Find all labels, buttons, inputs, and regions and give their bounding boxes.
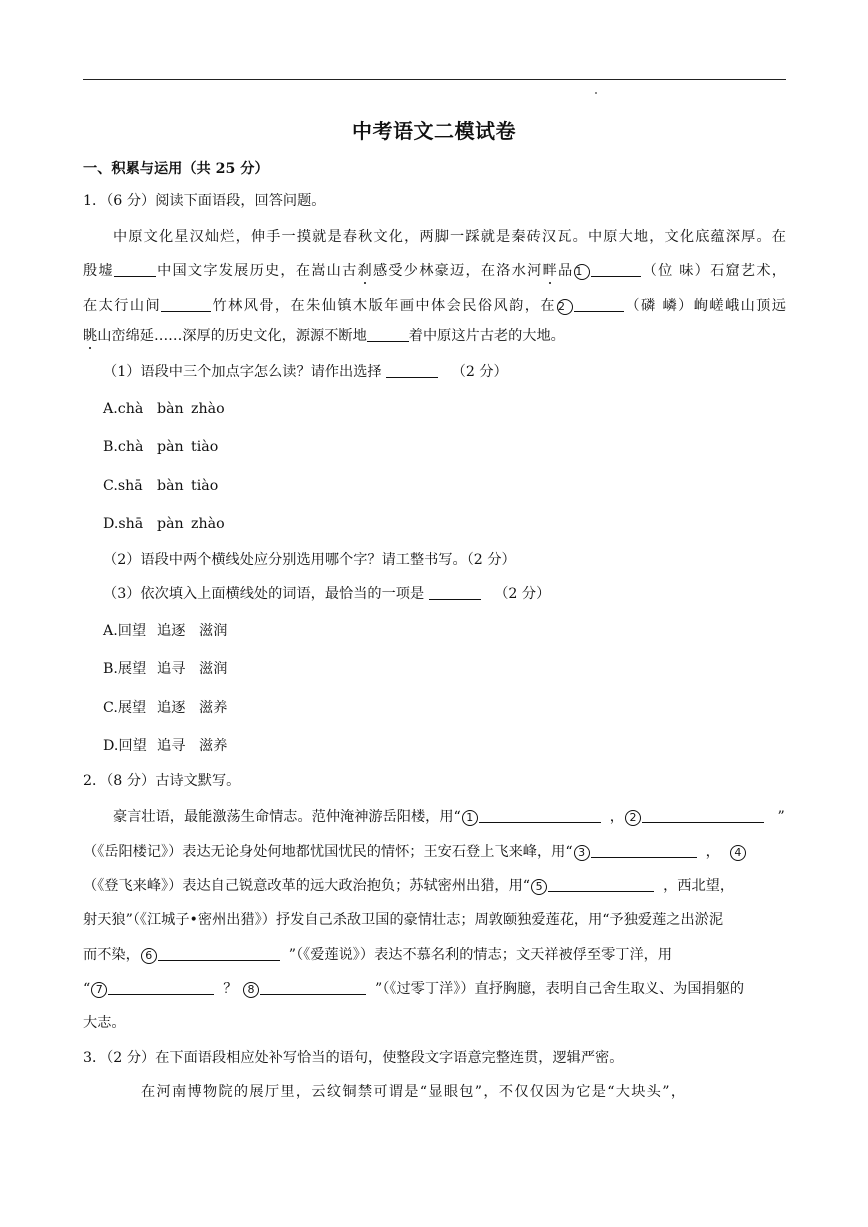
text: 竹林风骨，在朱仙镇木版年画中体会民俗风韵，在 [211,298,556,314]
q1-passage-line1 [83,228,786,246]
text: （3）依次填入上面横线处的词语，最恰当的一项是 [103,586,425,602]
text: （《岳阳楼记》）表达无论身处何地都忧国忧民的情怀；王安石登上飞来峰，用“ [83,844,573,860]
option-text: zhào [191,516,225,532]
q2-line4: 射天狼”（《江城子•密州出猎》）抒发自己杀敌卫国的豪情壮志；周敦颐独爱莲花，用“予独爱莲之出淤泥 [83,912,724,928]
q2-line1 [113,808,785,826]
option-text: 追逐 [157,700,186,716]
option-text: tiào [191,439,219,455]
q1-stem: 1．（6 分）阅读下面语段，回答问题。 [83,193,326,209]
text: 品 [558,263,574,279]
option-text: 滋润 [199,661,228,677]
option-text: 追寻 [157,661,186,677]
score: （2 分） [494,586,551,602]
text: ”（《爱莲说》）表达不慕名利的情志；文天祥被俘至零丁洋，用 [288,947,673,963]
dotted-char: 畔 [542,263,558,279]
text: 豪言壮语，最能激荡生命情志。范仲淹神游岳阳楼，用“ [113,809,461,825]
q2-stem: 2．（8 分）古诗文默写。 [83,773,241,789]
text: 山峦绵延……深厚的历史文化，源源不断地 [97,328,367,344]
text: ， [705,844,720,860]
q1-sub3 [103,585,550,603]
poem-blank[interactable] [158,946,280,961]
q1-sub3-option-c[interactable] [103,699,227,717]
text: （《登飞来峰》）表达自己锐意改革的远大政治抱负；苏轼密州出猎，用“ [83,878,531,894]
text: 中国文字发展历史，在嵩山古 [155,263,358,279]
circled-number: 5 [531,879,547,895]
q2-line6 [83,980,744,998]
option-key: C.展望 [103,700,147,716]
q1-sub1 [103,363,508,381]
fill-blank[interactable] [367,327,409,342]
option-text: 追寻 [157,738,186,754]
text: 着中原这片古老的大地。 [408,328,565,344]
q1-sub3-option-d[interactable] [103,737,227,755]
circled-number: 6 [141,948,157,964]
text: 在太行山间 [83,298,162,314]
q1-sub3-option-b[interactable] [103,660,227,678]
q2-line3 [83,877,734,895]
score: （2 分） [451,364,508,380]
fill-blank[interactable] [161,297,211,312]
text: ”（《过零丁洋》）直抒胸臆，表明自己舍生取义、为国捐躯的 [375,981,745,997]
header-dot [595,92,597,94]
poem-blank[interactable] [642,808,764,823]
circled-number: 2 [557,299,573,315]
option-text: tiào [191,478,219,494]
poem-blank[interactable] [260,980,366,995]
circled-number: 3 [574,845,590,861]
circled-number: 1 [462,810,478,826]
text: 殷墟 [83,263,114,279]
answer-blank[interactable] [386,363,438,378]
text: “ [83,981,91,997]
option-text: 滋养 [199,738,228,754]
circled-number: 4 [730,845,746,861]
header-rule [83,79,786,80]
option-key: A.chà [103,401,144,417]
option-text: pàn [157,439,184,455]
q3-passage-line1: 在河南博物院的展厅里，云纹铜禁可谓是“显眼包”，不仅仅因为它是“大块头”， [141,1084,687,1100]
q3-stem: 3．（2 分）在下面语段相应处补写恰当的语句，使整段文字语意完整连贯，逻辑严密。 [83,1050,624,1066]
text: 感受少林豪迈，在洛水河 [372,263,543,279]
q1-sub1-option-d[interactable] [103,515,225,533]
fill-blank[interactable] [591,262,641,277]
poem-blank[interactable] [479,808,601,823]
q1-passage-line2 [83,262,786,280]
text: ，西北望， [663,878,735,894]
poem-blank[interactable] [548,877,654,892]
option-key: C.shā [103,478,143,494]
q1-sub2: （2）语段中两个横线处应分别选用哪个字？请工整书写。（2 分） [103,552,516,568]
option-key: B.chà [103,439,144,455]
option-key: A.回望 [103,623,147,639]
q2-line7: 大志。 [83,1015,126,1031]
fill-blank[interactable] [574,297,624,312]
option-text: bàn [157,478,184,494]
option-text: pàn [157,516,184,532]
q1-sub1-option-a[interactable] [103,400,225,418]
option-text: zhào [191,401,225,417]
option-text: 滋养 [199,700,228,716]
q1-sub3-option-a[interactable] [103,622,227,640]
poem-blank[interactable] [591,843,697,858]
dotted-char: 眺 [83,328,98,344]
text: （1）语段中三个加点字怎么读？请作出选择 [103,364,382,380]
text: （位 味）石窟艺术， [641,263,786,279]
option-text: 追逐 [157,623,186,639]
text: 而不染， [83,947,140,963]
circled-number: 2 [625,810,641,826]
option-key: D.shā [103,516,144,532]
q1-passage-line4 [83,327,565,345]
option-key: D.回望 [103,738,147,754]
circled-number: 1 [574,264,590,280]
circled-number: 7 [91,982,107,998]
q1-passage-line3 [83,297,786,315]
page-title: 中考语文二模试卷 [352,119,516,143]
q1-passage-text: 中原文化星汉灿烂，伸手一摸就是春秋文化，两脚一踩就是秦砖汉瓦。中原大地，文化底蕴深厚。在 [113,229,786,245]
circled-number: 8 [243,982,259,998]
q1-sub1-option-c[interactable] [103,477,218,495]
dotted-char: 刹 [357,263,373,279]
q2-line5 [83,946,672,964]
answer-blank[interactable] [429,585,481,600]
poem-blank[interactable] [108,980,214,995]
fill-blank[interactable] [114,262,156,277]
text: ， [609,809,624,825]
q1-sub1-option-b[interactable] [103,438,218,456]
q2-line2 [83,843,747,861]
section-heading: 一、积累与运用（共 25 分） [83,161,269,177]
text: （磷 嶙）峋嵯峨山顶远 [623,298,786,314]
text: ” [777,809,785,825]
option-text: bàn [157,401,184,417]
option-text: 滋润 [199,623,228,639]
option-key: B.展望 [103,661,147,677]
text: ？ [223,981,238,997]
